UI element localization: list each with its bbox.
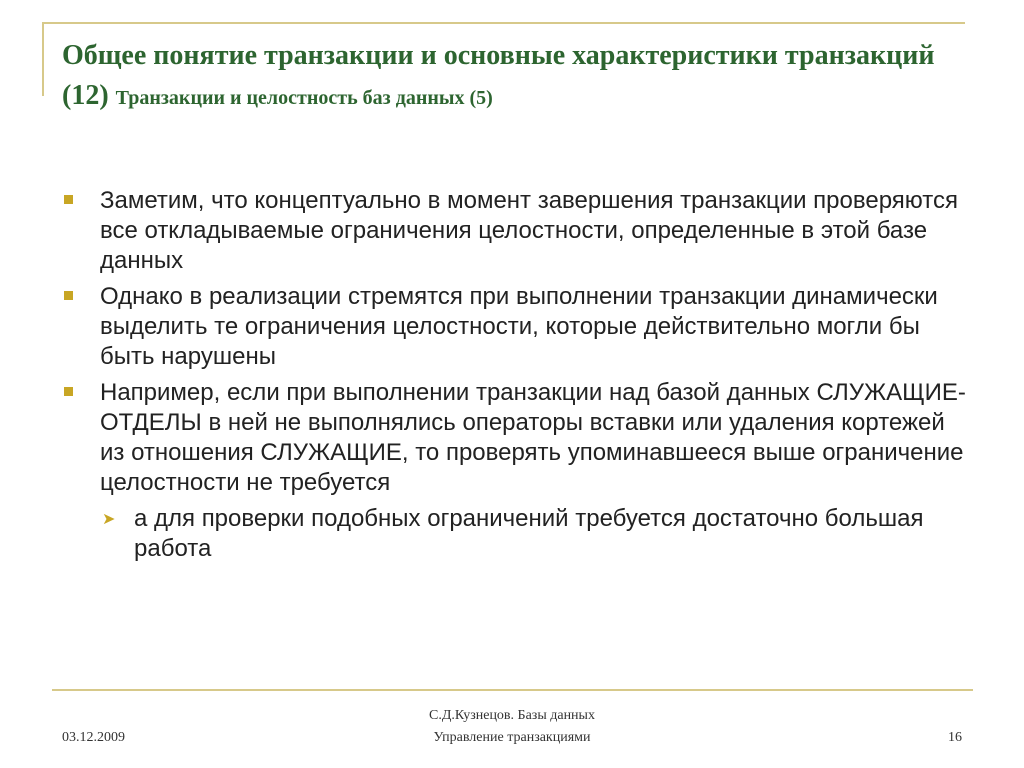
slide-content [62, 186, 972, 564]
bullet-item [62, 186, 972, 276]
arrow-bullet-icon: ➤ [102, 509, 116, 528]
bullet-item [62, 282, 972, 372]
slide-title-main: Общее понятие транзакции и основные характеристики транзакций (12) [62, 40, 935, 111]
title-frame-top-line [42, 22, 965, 24]
square-bullet-icon [64, 387, 73, 396]
bullet-text: Заметим, что концептуально в момент завершения транзакции проверяются все откладываемые ограничения целостности, определенные в этой базе данных [100, 187, 958, 274]
bullet-text: Например, если при выполнении транзакции над базой данных СЛУЖАЩИЕ-ОТДЕЛЫ в ней не выполнялись операторы вставки или удаления кортежей из отношения СЛУЖАЩИЕ, то проверять упоминавшееся выше ограничение целостности не требуется [100, 379, 966, 496]
page-number: 16 [948, 730, 962, 745]
slide-subtitle: Транзакции и целостность баз данных (5) [115, 87, 493, 109]
square-bullet-icon [64, 291, 73, 300]
bullet-item [62, 378, 972, 498]
slide-title [62, 36, 962, 118]
square-bullet-icon [64, 195, 73, 204]
footer-center [312, 705, 712, 749]
footer-date: 03.12.2009 [62, 730, 125, 745]
footer-author: С.Д.Кузнецов. Базы данных [429, 708, 595, 723]
sub-bullet-item [62, 504, 972, 564]
sub-bullet-text: а для проверки подобных ограничений требуется достаточно большая работа [134, 505, 924, 562]
title-frame-left-line [42, 22, 44, 96]
footer-course: Управление транзакциями [433, 730, 591, 745]
footer-divider [52, 689, 973, 691]
bullet-text: Однако в реализации стремятся при выполнении транзакции динамически выделить те ограничения целостности, которые действительно могли бы быть нарушены [100, 283, 938, 370]
